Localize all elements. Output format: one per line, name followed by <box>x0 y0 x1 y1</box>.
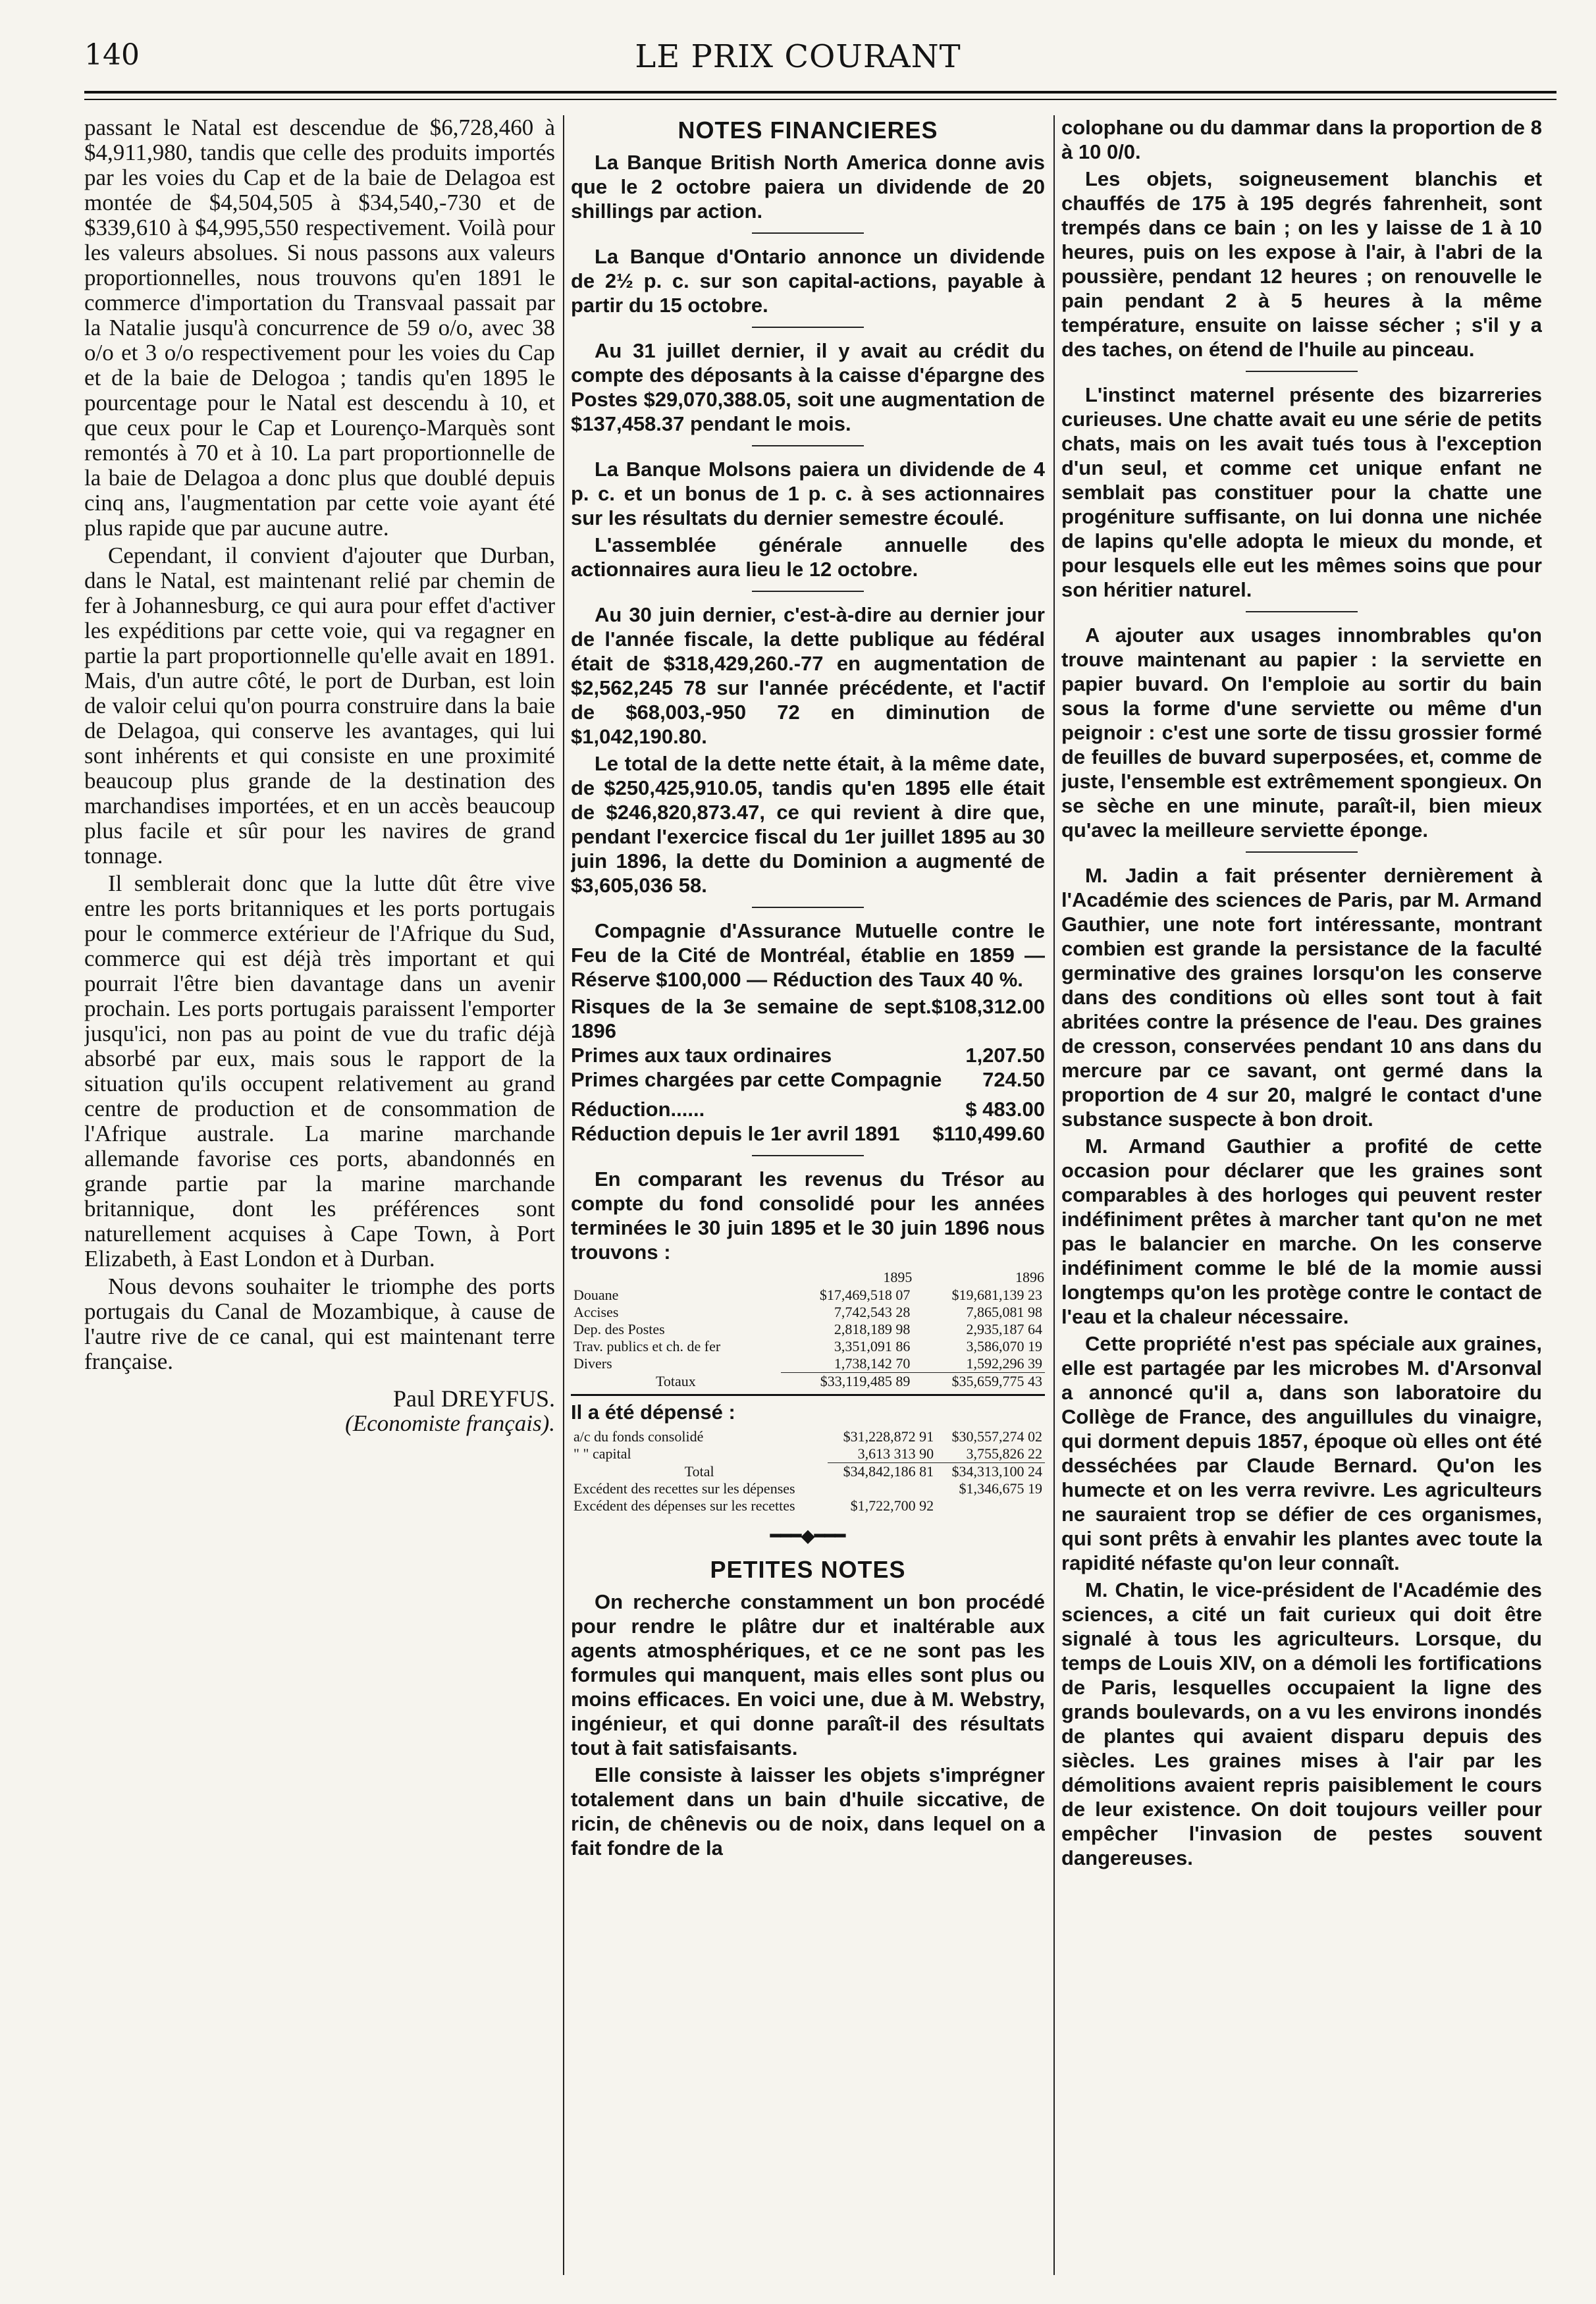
separator-rule <box>752 907 864 908</box>
row-value: $108,312.00 <box>931 995 1045 1018</box>
page-number: 140 <box>84 38 140 72</box>
row-label: Primes chargées par cette Compagnie <box>571 1068 942 1091</box>
short-note: M. Jadin a fait présenter dernièrement à l'Académie des sciences de Paris, par M. Armand Gauthier, une note fort intéressante, montrant combien est grande la persistance de la faculté germinative des graines lorsqu'on les conserve dans des conditions où elles sont tout à fait abritées contre la présence de l'eau. Des graines de cresson, conservées pendant 10 ans dans du mercure par ce savant, ont germé dans la proportion de 4 sur 20, malgré le contact d'une substance suspecte à bon droit. <box>1061 864 1542 1131</box>
separator-rule <box>752 327 864 328</box>
column-divider-1 <box>563 115 564 2275</box>
author-signature: Paul DREYFUS. <box>392 1385 555 1412</box>
short-note: A ajouter aux usages innombrables qu'on trouve maintenant au papier : la serviette en papier buvard. On l'emploie au sortir du bain sous la forme d'une serviette ou même d'un peignoir : c'est une sorte de tissu grossier formé de feuilles de buvard superposées, et, comme de juste, l'ensemble est extrêmement spongieux. On se sèche en une minute, paraît-il, bien mieux qu'avec la meilleure serviette éponge. <box>1061 624 1542 842</box>
table-row: a/c du fonds consolidé $31,228,872 91 $30,557,274 02 <box>573 1428 1042 1445</box>
treasury-intro: En comparant les revenus du Trésor au compte du fond consolidé pour les années terminées le 30 juin 1895 et le 30 juin 1896 nous trouvons : <box>571 1167 1045 1264</box>
short-note: Cette propriété n'est pas spéciale aux graines, elle est partagée par les microbes M. d'Arsonval a annoncé qu'il a, dans son laboratoire du Collège de France, des anguillules du vinaigre, qui dorment depuis 1857, époque où elles ont été desséchées par Claude Bernard. Qu'on les humecte et on les verra revivre. Les agriculteurs ne sauraient trop se défier de ces organismes, qui sont prêts à envahir les plantes avec toute la rapidité néfaste qu'on leur connaît. <box>1061 1332 1542 1574</box>
financial-note: Au 31 juillet dernier, il y avait au crédit du compte des déposants à la caisse d'épargne des Postes $29,070,388.05, soit une augmentation de $137,458.37 pendant le mois. <box>571 339 1045 435</box>
table-row: Dep. des Postes 2,818,189 98 2,935,187 64 <box>573 1321 1042 1337</box>
table-row: Douane $17,469,518 07 $19,681,139 23 <box>573 1287 1042 1303</box>
article-paragraph: Il semblerait donc que la lutte dût être vive entre les ports britanniques et les ports portugais pour le commerce extérieur de l'Afrique du Sud, commerce qui est déjà très important et qui pourrait l'être bien davantage dans un avenir prochain. Les ports portugais paraissent l'emporter jusqu'ici, non pas au point de vue du trafic déjà absorbé par eux, mais sous le rapport de la situation qu'ils occupent relativement au grand centre de production et de consommation de l'Afrique australe. La marine marchande allemande favorise ces ports, abandonnés en grande partie par la marine marchande britannique, dont les préférences sont naturellement acquises à Cape Town, à Port Elizabeth, à East London et à Durban. <box>84 871 555 1272</box>
financial-note: La Banque Molsons paiera un dividende de 4 p. c. et un bonus de 1 p. c. à ses actionnaires sur les résultats du dernier semestre écoulé. <box>571 458 1045 529</box>
short-note: Elle consiste à laisser les objets s'imprégner totalement dans un bain d'huile siccative, de ricin, de chênevis ou de noix, dans lequel on a fait fondre de la <box>571 1763 1045 1860</box>
article-paragraph: Nous devons souhaiter le triomphe des ports portugais du Canal de Mozambique, à cause de l'autre rive de ce canal, qui est maintenant terre française. <box>84 1273 555 1374</box>
table-row-total: Total $34,842,186 81 $34,313,100 24 <box>571 1463 1045 1481</box>
ornament-divider: ━━━◆━━━ <box>770 1526 845 1545</box>
separator-rule <box>1246 611 1358 612</box>
row-value: $110,499.60 <box>932 1122 1045 1145</box>
financial-note: L'assemblée générale annuelle des actionnaires aura lieu le 12 octobre. <box>571 533 1045 581</box>
short-note: Les objets, soigneusement blanchis et chauffés de 175 à 195 degrés fahrenheit, sont trempés dans ce bain ; on les y laisse de 1 à 10 heures, puis on les expose à l'air, à l'abri de la poussière, pendant 12 heures ; on renouvelle le pain pendant 2 à 5 heures à la même température, ensuite on laisse sécher ; s'il y a des taches, on étend de l'huile au pinceau. <box>1061 167 1542 361</box>
header-rule-thick <box>84 91 1556 94</box>
table-row-total: Totaux $33,119,485 89 $35,659,775 43 <box>571 1373 1045 1391</box>
short-note: M. Armand Gauthier a profité de cette occasion pour déclarer que les graines sont comparables à des horloges qui peuvent rester indéfiniment prêtes à marcher tant qu'on ne met pas le balancier en marche. On les conserve indéfiniment comme le blé de la momie aussi longtemps qu'on les protège contre le contact de l'eau et la chaleur nécessaire. <box>1061 1135 1542 1328</box>
row-label: Risques de la 3e semaine de sept. 1896 <box>571 995 932 1042</box>
financial-note: Au 30 juin dernier, c'est-à-dire au dernier jour de l'année fiscale, la dette publique au fédéral était de $318,429,260.-77 en augmentation de $2,562,245 78 sur l'année précédente, et l'actif de $68,003,-950 72 en diminution de $1,042,190.80. <box>571 603 1045 748</box>
table-rule <box>571 1394 1045 1396</box>
row-value: 1,207.50 <box>965 1044 1045 1067</box>
separator-rule <box>752 445 864 446</box>
short-note: M. Chatin, le vice-président de l'Académie des sciences, a cité un fait curieux qui doit être signalé à tous les agriculteurs. Lorsque, du temps de Louis XIV, on a démoli les fortifications de Paris, lesquelles occupaient la ligne des grands boulevards, on a vu les environs inondés de plantes qui avaient disparu depuis des siècles. Les graines mises à l'air par les démolitions avaient repris paisiblement le cours de leur existence. On doit toujours veiller pour empêcher l'invasion de pestes souvent dangereuses. <box>1061 1578 1542 1869</box>
short-note: On recherche constamment un bon procédé pour rendre le plâtre dur et inaltérable aux agents atmosphériques, et ce ne sont pas les formules qui manquent, mais elles sont plus ou moins efficaces. En voici une, due à M. Webstry, ingénieur, et qui donne paraît-il des résultats tout à fait satisfaisants. <box>571 1590 1045 1759</box>
section-title-petites-notes: PETITES NOTES <box>710 1556 906 1583</box>
row-value: $ 483.00 <box>965 1098 1045 1121</box>
article-paragraph: Cependant, il convient d'ajouter que Durban, dans le Natal, est maintenant relié par chemin de fer à Johannesburg, ce qui aura pour effet d'activer les expéditions par cette voie, qui va regagner en partie la part proportionnelle qu'elle avait en 1891. Mais, d'un autre côté, le port de Durban, est loin de valoir celui qu'on pourra construire dans la baie de Delagoa, qui conserve les avantages, qui lui sont inhérents et qui consiste en une proximité beaucoup plus grande de la destination des marchandises importées, et en un accès beaucoup plus facile et sûr pour les navires de grand tonnage. <box>84 543 555 869</box>
separator-rule <box>752 1155 864 1156</box>
financial-note: Compagnie d'Assurance Mutuelle contre le Feu de la Cité de Montréal, établie en 1859 — Réserve $100,000 — Réduction des Taux 40 %. <box>571 919 1045 991</box>
short-note: L'instinct maternel présente des bizarreries curieuses. Une chatte avait eu une série de petits chats, mais on les avait tués tous à l'exception d'un seul, et comme cet unique enfant ne semblait pas constituer pour la chatte une progéniture suffisante, on lui donna une nichée de lapins qu'elle adopta le mieux du monde, et pour lesquels elle eut les mêmes soins que pour son héritier naturel. <box>1061 383 1542 601</box>
column-right <box>1061 115 1542 2275</box>
table-row: Excédent des recettes sur les dépenses $1,346,675 19 <box>573 1480 1042 1497</box>
table-row: Excédent des dépenses sur les recettes $1,722,700 92 <box>573 1497 934 1514</box>
page-header <box>0 0 1596 119</box>
row-label: Primes aux taux ordinaires <box>571 1044 832 1067</box>
separator-rule <box>1246 371 1358 372</box>
table-row: " " capital 3,613 313 90 3,755,826 22 <box>573 1445 1042 1462</box>
section-title-notes-financieres: NOTES FINANCIERES <box>678 117 938 144</box>
revenue-table: 1895 1896 Douane $17,469,518 07 $19,681,139 23 Accises 7,742,543 28 7,865,081 98 Dep. des Postes 2,818,189 98 2,935,187 64 Trav. publics et ch. de fer 3,351,091 86 3,586,070 19 Divers 1,738,142 70 1,592,296 39 Totaux $33,119,485 89 $35,659,775 43 <box>571 1268 1045 1390</box>
column-left <box>84 115 555 2275</box>
table-row: Divers 1,738,142 70 1,592,296 39 <box>573 1355 1042 1372</box>
financial-note: Le total de la dette nette était, à la même date, de $250,425,910.05, tandis qu'en 1895 elle était de $246,820,873.47, ce qui revient à dire que, pendant l'exercice fiscal du 1er juillet 1895 au 30 juin 1896, la dette du Dominion a augmenté de $3,605,036 58. <box>571 752 1045 897</box>
row-label: Réduction depuis le 1er avril 1891 <box>571 1122 900 1145</box>
expenditure-table <box>571 1428 1045 1514</box>
journal-title: LE PRIX COURANT <box>635 38 961 75</box>
article-source: (Economiste français). <box>345 1410 555 1436</box>
financial-note: La Banque British North America donne avis que le 2 octobre paiera un dividende de 20 shillings par action. <box>571 151 1045 223</box>
article-paragraph: passant le Natal est descendue de $6,728,460 à $4,911,980, tandis que celle des produits importés par les voies du Cap et de la baie de Delagoa est montée de $4,504,505 à $34,540,-730 et de $339,610 à $4,995,550 respectivement. Voilà pour les valeurs absolues. Si nous passons aux valeurs proportionnelles, nous trouvons qu'en 1891 le commerce d'importation du Transvaal passait par la Natalie jusqu'à concurrence de 59 o/o, avec 38 o/o et 3 o/o respectivement pour les voies du Cap et de la baie de Delogoa ; tandis qu'en 1895 le pourcentage pour le Natal est descendu à 10, et que ceux pour le Cap et Lourenço-Marquès sont remontés à 70 et à 10. La part proportionnelle de la baie de Delagoa a donc plus que doublé depuis cinq ans, l'augmentation par cette voie ayant été plus rapide que par aucune autre. <box>84 115 555 541</box>
table-row: Accises 7,742,543 28 7,865,081 98 <box>573 1304 1042 1320</box>
separator-rule <box>752 591 864 592</box>
expenditure-title: Il a été dépensé : <box>571 1401 735 1424</box>
table-row: Trav. publics et ch. de fer 3,351,091 86 3,586,070 19 <box>573 1338 1042 1354</box>
column-middle <box>571 115 1045 2275</box>
header-rule-thin <box>84 99 1556 100</box>
row-label: Réduction...... <box>571 1098 705 1121</box>
financial-note: La Banque d'Ontario annonce un dividende de 2½ p. c. sur son capital-actions, payable à partir du 15 octobre. <box>571 245 1045 317</box>
row-value: 724.50 <box>982 1068 1045 1091</box>
insurance-figures <box>571 994 1045 1146</box>
column-divider-2 <box>1053 115 1055 2275</box>
separator-rule <box>1246 851 1358 853</box>
short-note: colophane ou du dammar dans la proportion de 8 à 10 0/0. <box>1061 116 1542 163</box>
separator-rule <box>752 232 864 234</box>
